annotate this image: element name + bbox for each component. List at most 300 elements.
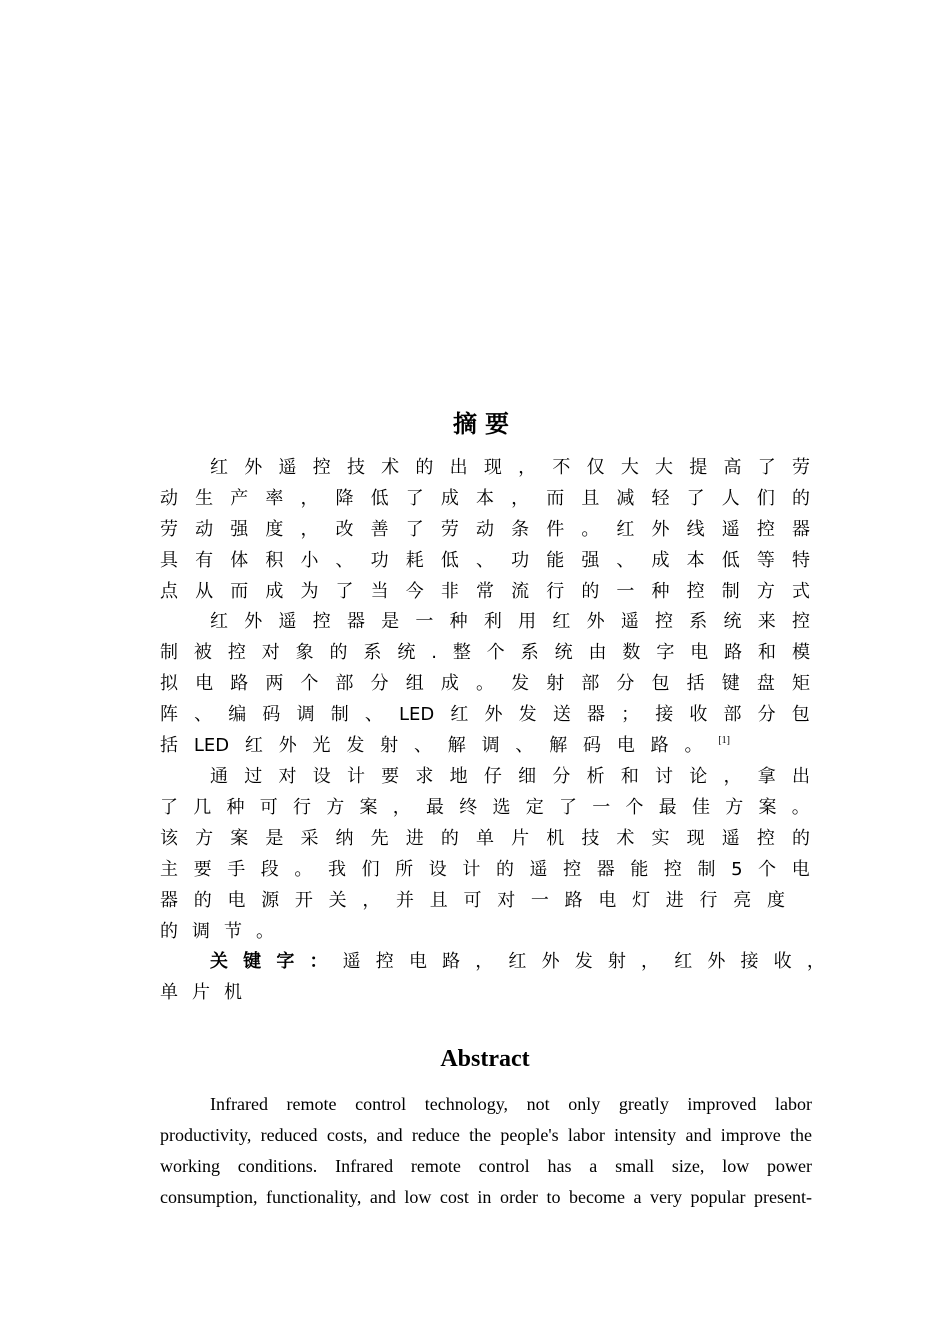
en-line xyxy=(160,1120,812,1151)
zh-char: 提 xyxy=(689,457,708,478)
zh-char: 是 xyxy=(381,611,400,632)
zh-char: 通 xyxy=(210,766,228,787)
zh-char: 控 xyxy=(756,828,775,849)
zh-char: 特 xyxy=(791,550,810,571)
zh-char: 善 xyxy=(370,519,389,540)
zh-char: 地 xyxy=(449,766,468,787)
zh-char: 定 xyxy=(525,797,544,818)
zh-char: 成 xyxy=(440,673,459,694)
zh-char: 最 xyxy=(658,797,677,818)
zh-char: 分 xyxy=(370,673,389,694)
zh-line xyxy=(160,792,810,823)
zh-char: 成 xyxy=(651,550,670,571)
zh-char: 器 xyxy=(346,611,365,632)
zh-char: 计 xyxy=(462,859,481,880)
abstract-zh-title: 摘要 xyxy=(453,410,517,438)
zh-char: 条 xyxy=(511,519,530,540)
zh-char: 成 xyxy=(440,488,459,509)
zh-char: 包 xyxy=(791,704,810,725)
zh-char: 常 xyxy=(475,581,494,602)
zh-char: ， xyxy=(300,488,319,509)
zh-char: 机 xyxy=(546,828,565,849)
zh-char: 了 xyxy=(757,457,776,478)
citation-marker: [1] xyxy=(718,735,730,746)
zh-char: 统 xyxy=(397,642,416,663)
zh-char: 盘 xyxy=(756,673,775,694)
zh-char: 控 xyxy=(655,611,674,632)
zh-char: 改 xyxy=(335,519,354,540)
zh-char: 接 xyxy=(740,951,759,972)
zh-char: 术 xyxy=(616,828,635,849)
zh-char: 。 xyxy=(791,797,810,818)
zh-char: 部 xyxy=(581,673,600,694)
zh-char: 部 xyxy=(335,673,354,694)
zh-char: 利 xyxy=(483,611,502,632)
zh-char: 字 xyxy=(656,642,675,663)
zh-char: 积 xyxy=(265,550,284,571)
zh-char: 红 xyxy=(674,951,693,972)
zh-char: 低 xyxy=(721,550,740,571)
zh-char: 方 xyxy=(195,828,214,849)
zh-char: 器 xyxy=(596,859,615,880)
zh-char: 可 xyxy=(463,890,482,911)
zh-char: 遥 xyxy=(278,611,297,632)
zh-char: 控 xyxy=(563,859,582,880)
zh-char: 行 xyxy=(293,797,311,818)
zh-char: 两 xyxy=(265,673,284,694)
zh-line xyxy=(160,699,810,730)
en-line xyxy=(160,1182,812,1213)
zh-char: 路 xyxy=(724,642,743,663)
zh-char: 现 xyxy=(483,457,502,478)
zh-char: 术 xyxy=(381,457,400,478)
zh-char: 遥 xyxy=(721,828,740,849)
zh-char: 外 xyxy=(586,611,605,632)
zh-char: 所 xyxy=(395,859,414,880)
zh-char: 行 xyxy=(546,581,565,602)
zh-char: 编 xyxy=(228,704,247,725)
zh-char: 率 xyxy=(265,488,284,509)
zh-char: 电 xyxy=(598,890,617,911)
zh-char: 我 xyxy=(327,859,346,880)
zh-line xyxy=(160,823,810,854)
zh-char: 、 xyxy=(475,550,494,571)
zh-char: 强 xyxy=(230,519,249,540)
zh-char: 种 xyxy=(651,581,670,602)
zh-char: ， xyxy=(806,951,825,972)
zh-char: 调 xyxy=(481,735,500,756)
zh-char: 和 xyxy=(620,766,639,787)
zh-char: . xyxy=(431,642,437,663)
zh-char: ， xyxy=(362,890,381,911)
zh-char: 包 xyxy=(651,673,670,694)
zh-char: 外 xyxy=(484,704,503,725)
zh-char: 系 xyxy=(520,642,539,663)
zh-char: 了 xyxy=(405,488,424,509)
zh-char: 且 xyxy=(581,488,600,509)
zh-char: 劳 xyxy=(160,519,178,540)
zh-char: 进 xyxy=(665,890,684,911)
zh-char: 们 xyxy=(756,488,775,509)
zh-char: 发 xyxy=(518,704,537,725)
zh-line xyxy=(160,545,810,576)
zh-char: 。 xyxy=(581,519,600,540)
zh-char: 个 xyxy=(486,642,505,663)
zh-char: 为 xyxy=(300,581,319,602)
zh-char: 亮 xyxy=(733,890,752,911)
zh-char: ， xyxy=(723,766,742,787)
zh-char: 现 xyxy=(686,828,705,849)
zh-char: ， xyxy=(511,488,530,509)
zh-char: 象 xyxy=(295,642,314,663)
zh-line xyxy=(210,452,810,483)
zh-char: 耗 xyxy=(405,550,424,571)
zh-char: 案 xyxy=(359,797,378,818)
zh-char: 。 xyxy=(475,673,494,694)
zh-char: 具 xyxy=(160,550,178,571)
zh-char: 红 xyxy=(244,735,263,756)
zh-char: 红 xyxy=(210,457,228,478)
zh-char: 进 xyxy=(405,828,424,849)
zh-char: 设 xyxy=(312,766,331,787)
keywords-line-continued xyxy=(160,977,810,1008)
zh-char: 的 xyxy=(581,581,600,602)
zh-char: 一 xyxy=(616,581,635,602)
zh-line xyxy=(210,761,810,792)
zh-char: 制 xyxy=(160,642,178,663)
zh-char: 小 xyxy=(300,550,319,571)
zh-char: 实 xyxy=(651,828,670,849)
zh-char: 。 xyxy=(684,735,703,756)
zh-char: 析 xyxy=(586,766,605,787)
en-line-text: productivity, reduced costs, and reduce the people's labor intensity and improve the xyxy=(160,1125,812,1145)
zh-char: 的 xyxy=(791,488,810,509)
zh-line xyxy=(160,854,810,885)
zh-char: 关 xyxy=(328,890,347,911)
zh-char: 片 xyxy=(511,828,530,849)
zh-char: 几 xyxy=(193,797,212,818)
zh-char: 接 xyxy=(655,704,674,725)
zh-char: 段 xyxy=(260,859,279,880)
zh-char: 有 xyxy=(195,550,214,571)
zh-char: 们 xyxy=(361,859,380,880)
zh-char: ， xyxy=(300,519,319,540)
zh-line xyxy=(160,514,810,545)
zh-char: 遥 xyxy=(620,611,639,632)
zh-char: 外 xyxy=(541,951,560,972)
zh-char: 拟 xyxy=(160,673,178,694)
zh-char: 红 xyxy=(210,611,228,632)
zh-char: 遥 xyxy=(278,457,297,478)
zh-char: 。 xyxy=(294,859,313,880)
zh-char: 功 xyxy=(511,550,530,571)
zh-line xyxy=(160,483,810,514)
zh-char: 系 xyxy=(363,642,382,663)
zh-line xyxy=(160,730,730,761)
zh-char: 可 xyxy=(259,797,278,818)
en-line-text: working conditions. Infrared remote control has a small size, low power xyxy=(160,1156,812,1176)
zh-char: 由 xyxy=(588,642,607,663)
zh-char: 送 xyxy=(552,704,571,725)
zh-char: 括 xyxy=(160,735,178,756)
zh-char: 和 xyxy=(758,642,777,663)
zh-char: 动 xyxy=(160,488,178,509)
zh-char: LED xyxy=(193,735,230,756)
zh-char: 低 xyxy=(370,488,389,509)
zh-char: 件 xyxy=(546,519,565,540)
zh-char: 外 xyxy=(244,457,263,478)
zh-char: 5 xyxy=(731,859,743,880)
zh-char: 最 xyxy=(426,797,444,818)
zh-char: 出 xyxy=(449,457,468,478)
zh-char: 该 xyxy=(160,828,178,849)
zh-char: 外 xyxy=(707,951,726,972)
zh-char: 红 xyxy=(450,704,469,725)
zh-char: 种 xyxy=(226,797,245,818)
zh-char: 大 xyxy=(620,457,639,478)
zh-char: 制 xyxy=(330,704,349,725)
zh-char: 方 xyxy=(756,581,775,602)
zh-char: 遥 xyxy=(721,519,740,540)
zh-char: 采 xyxy=(300,828,319,849)
zh-char: 技 xyxy=(346,457,365,478)
zh-char: 出 xyxy=(791,766,810,787)
zh-char: 控 xyxy=(791,611,810,632)
zh-char: 生 xyxy=(195,488,214,509)
zh-char: 关 xyxy=(210,951,228,972)
zh-char: 对 xyxy=(497,890,516,911)
zh-char: 的 xyxy=(193,890,212,911)
zh-char: 轻 xyxy=(651,488,670,509)
zh-char: 外 xyxy=(244,611,263,632)
zh-char: 控 xyxy=(227,642,246,663)
zh-char: 模 xyxy=(791,642,810,663)
zh-char: 的 xyxy=(495,859,514,880)
zh-char: 动 xyxy=(195,519,214,540)
zh-char: 行 xyxy=(699,890,718,911)
zh-char: 从 xyxy=(195,581,214,602)
zh-char: 开 xyxy=(294,890,313,911)
zh-char: 个 xyxy=(625,797,644,818)
zh-char: 、 xyxy=(616,550,635,571)
zh-char: 发 xyxy=(346,735,365,756)
zh-char: 本 xyxy=(475,488,494,509)
zh-char: 了 xyxy=(335,581,354,602)
zh-char: ， xyxy=(475,951,494,972)
zh-char: 的 xyxy=(329,642,348,663)
zh-char: ， xyxy=(641,951,660,972)
zh-char: 细 xyxy=(518,766,537,787)
zh-char: 方 xyxy=(725,797,744,818)
zh-char: 设 xyxy=(428,859,447,880)
zh-char: 了 xyxy=(160,797,178,818)
zh-char: 技 xyxy=(581,828,600,849)
zh-char: 的 xyxy=(160,921,178,942)
zh-char: 电 xyxy=(690,642,709,663)
zh-char: 非 xyxy=(440,581,459,602)
zh-char: 仔 xyxy=(483,766,502,787)
zh-char: 功 xyxy=(370,550,389,571)
zh-char: 而 xyxy=(546,488,565,509)
zh-char: 能 xyxy=(546,550,565,571)
zh-char: 了 xyxy=(405,519,424,540)
zh-char: 计 xyxy=(346,766,365,787)
zh-char: 手 xyxy=(227,859,246,880)
zh-line xyxy=(160,668,810,699)
zh-char: 括 xyxy=(686,673,705,694)
zh-char: 系 xyxy=(689,611,708,632)
zh-char: 发 xyxy=(511,673,530,694)
zh-char: ， xyxy=(518,457,537,478)
zh-char: 并 xyxy=(396,890,415,911)
zh-char: 调 xyxy=(296,704,315,725)
zh-line xyxy=(160,637,810,668)
zh-char: 红 xyxy=(616,519,635,540)
zh-char: 度 xyxy=(766,890,785,911)
zh-char: 人 xyxy=(721,488,740,509)
zh-char: ， xyxy=(392,797,411,818)
zh-char: 字 xyxy=(276,951,295,972)
zh-char: 一 xyxy=(415,611,434,632)
zh-char: 劳 xyxy=(440,519,459,540)
zh-char: 电 xyxy=(195,673,214,694)
zh-char: 码 xyxy=(583,735,602,756)
zh-char: 数 xyxy=(622,642,641,663)
zh-char: 红 xyxy=(552,611,571,632)
zh-char: 劳 xyxy=(791,457,810,478)
zh-char: 收 xyxy=(689,704,708,725)
zh-char: 控 xyxy=(375,951,394,972)
zh-char: 分 xyxy=(757,704,776,725)
zh-char: 、 xyxy=(413,735,432,756)
zh-char: 式 xyxy=(791,581,810,602)
zh-char: 本 xyxy=(686,550,705,571)
zh-char: 的 xyxy=(415,457,434,478)
abstract-en-title: Abstract xyxy=(440,1046,530,1072)
zh-char: 器 xyxy=(586,704,605,725)
zh-char: 控 xyxy=(312,611,331,632)
zh-char: 键 xyxy=(721,673,740,694)
zh-char: 电 xyxy=(408,951,427,972)
zh-char: 一 xyxy=(530,890,549,911)
zh-char: 红 xyxy=(508,951,527,972)
zh-char: 制 xyxy=(697,859,716,880)
en-line-text: Infrared remote control technology, not only greatly improved labor xyxy=(210,1094,812,1114)
zh-char: 点 xyxy=(160,581,178,602)
zh-char: 部 xyxy=(723,704,742,725)
zh-char: 求 xyxy=(415,766,434,787)
zh-char: 纳 xyxy=(335,828,354,849)
zh-char: 减 xyxy=(616,488,635,509)
zh-char: 等 xyxy=(756,550,775,571)
zh-char: 产 xyxy=(230,488,249,509)
zh-char: 外 xyxy=(651,519,670,540)
zh-char: 讨 xyxy=(655,766,674,787)
zh-line xyxy=(160,576,810,607)
zh-char: 码 xyxy=(262,704,281,725)
zh-char: 且 xyxy=(429,890,448,911)
zh-char: 、 xyxy=(364,704,383,725)
zh-char: LED xyxy=(398,704,435,725)
zh-char: 能 xyxy=(630,859,649,880)
zh-char: ； xyxy=(621,704,640,725)
zh-char: 论 xyxy=(689,766,708,787)
zh-char: 动 xyxy=(475,519,494,540)
zh-char: 机 xyxy=(224,982,242,1003)
zh-char: 制 xyxy=(721,581,740,602)
zh-char: 对 xyxy=(278,766,297,787)
zh-char: 解 xyxy=(549,735,568,756)
zh-char: 控 xyxy=(663,859,682,880)
zh-char: 的 xyxy=(440,828,459,849)
zh-char: 射 xyxy=(380,735,399,756)
zh-char: 度 xyxy=(265,519,284,540)
zh-char: 节 xyxy=(224,921,242,942)
zh-char: 体 xyxy=(230,550,249,571)
zh-char: 片 xyxy=(192,982,210,1003)
zh-char: 线 xyxy=(686,519,705,540)
zh-char: 路 xyxy=(564,890,583,911)
zh-char: 的 xyxy=(791,828,810,849)
zh-line xyxy=(210,606,810,637)
zh-char: 控 xyxy=(686,581,705,602)
zh-char: 佳 xyxy=(692,797,710,818)
zh-char: 终 xyxy=(459,797,478,818)
zh-char: 是 xyxy=(265,828,284,849)
zh-char: 、 xyxy=(515,735,534,756)
zh-char: 矩 xyxy=(791,673,810,694)
zh-char: 当 xyxy=(370,581,389,602)
zh-char: 选 xyxy=(492,797,511,818)
zh-char: 射 xyxy=(546,673,565,694)
zh-char: 射 xyxy=(607,951,626,972)
zh-line xyxy=(160,916,810,947)
zh-char: 外 xyxy=(278,735,297,756)
zh-char: 今 xyxy=(405,581,424,602)
zh-char: 遥 xyxy=(342,951,361,972)
zh-char: 单 xyxy=(475,828,494,849)
zh-char: 高 xyxy=(723,457,742,478)
zh-char: 流 xyxy=(511,581,530,602)
zh-char: 遥 xyxy=(529,859,548,880)
zh-char: 。 xyxy=(256,921,274,942)
zh-char: 发 xyxy=(574,951,593,972)
zh-char: 降 xyxy=(335,488,354,509)
zh-char: 控 xyxy=(312,457,331,478)
zh-char: 个 xyxy=(300,673,319,694)
zh-char: 用 xyxy=(518,611,537,632)
zh-char: 而 xyxy=(230,581,249,602)
zh-char: 阵 xyxy=(160,704,178,725)
zh-char: 、 xyxy=(335,550,354,571)
zh-char: 了 xyxy=(686,488,705,509)
zh-char: 电 xyxy=(227,890,246,911)
zh-char: 对 xyxy=(261,642,280,663)
zh-char: 来 xyxy=(757,611,776,632)
zh-char: 仅 xyxy=(586,457,605,478)
zh-line xyxy=(160,885,785,916)
zh-char: 分 xyxy=(552,766,571,787)
zh-char: 器 xyxy=(160,890,178,911)
zh-char: 主 xyxy=(160,859,178,880)
zh-char: 组 xyxy=(405,673,424,694)
zh-char: 收 xyxy=(773,951,792,972)
zh-char: 种 xyxy=(449,611,468,632)
zh-char: 统 xyxy=(554,642,573,663)
zh-char: 个 xyxy=(758,859,777,880)
zh-char: 被 xyxy=(193,642,212,663)
zh-char: 先 xyxy=(370,828,389,849)
